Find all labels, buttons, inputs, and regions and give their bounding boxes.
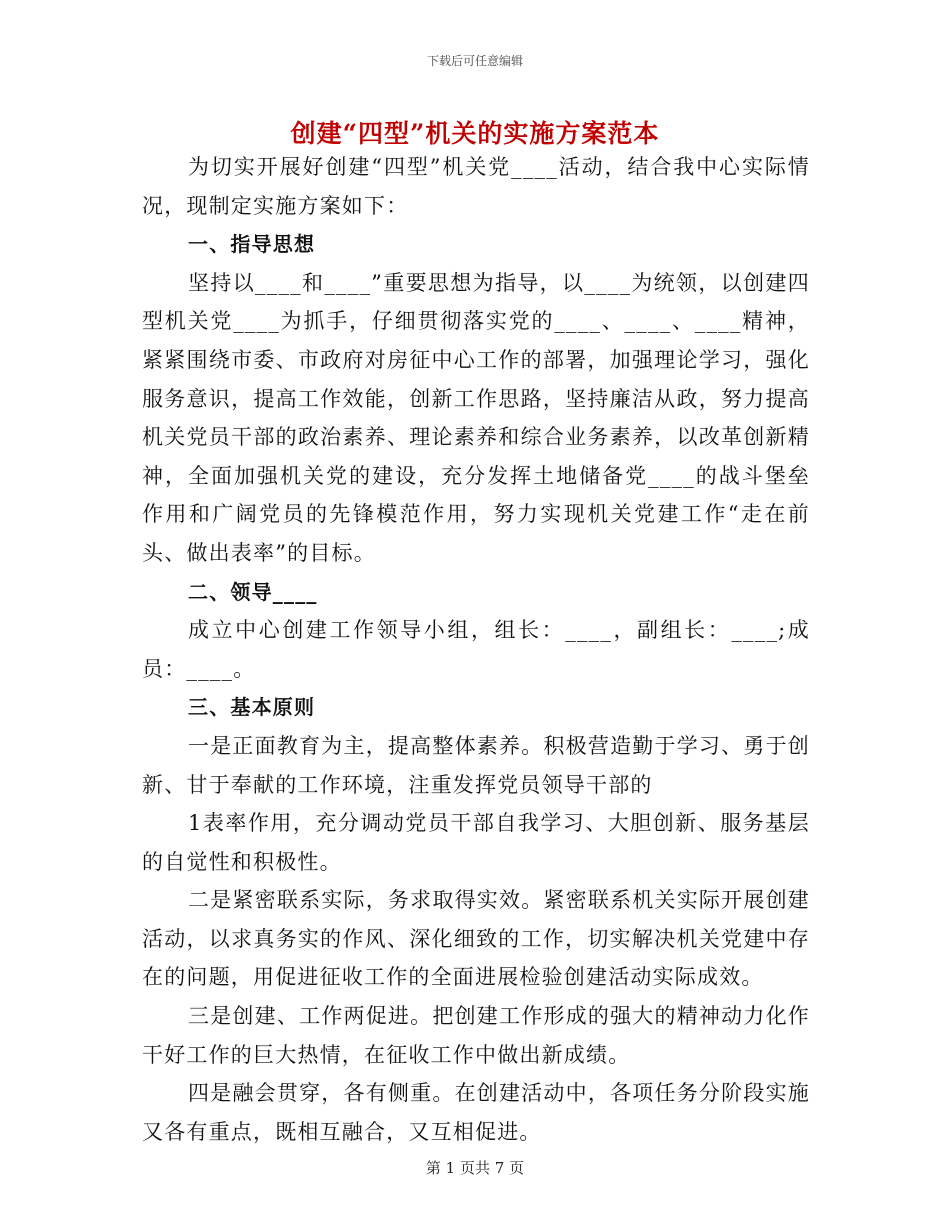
section-heading-principles: 三、基本原则 bbox=[188, 695, 316, 720]
section-heading-leadership: 二、领导____ bbox=[188, 579, 318, 604]
principle-one-continued-paragraph: 1表率作用，充分调动党员干部自我学习、大胆创新、服务基层的自觉性和积极性。 bbox=[142, 811, 810, 874]
principle-four-paragraph: 四是融会贯穿，各有侧重。在创建活动中，各项任务分阶段实施又各有重点，既相互融合，又互相促进。 bbox=[142, 1081, 810, 1144]
document-body bbox=[142, 148, 810, 1151]
principle-three-paragraph: 三是创建、工作两促进。把创建工作形成的强大的精神动力化作干好工作的巨大热情，在征收工作中做出新成绩。 bbox=[142, 1004, 810, 1067]
page-footer: 第 1 页共 7 页 bbox=[425, 1159, 525, 1177]
section-heading-guiding-thought: 一、指导思想 bbox=[188, 232, 316, 257]
intro-paragraph: 为切实开展好创建“四型”机关党____活动，结合我中心实际情况，现制定实施方案如下： bbox=[142, 155, 810, 218]
header-note: 下载后可任意编辑 bbox=[426, 54, 523, 68]
guiding-thought-paragraph: 坚持以____和____”重要思想为指导，以____为统领，以创建四型机关党____为抓手，仔细贯彻落实党的____、____、____精神，紧紧围绕市委、市政府对房征中心工作的部署，加强理论学习，强化服务意识，提高工作效能，创新工作思路，坚持廉洁从政，努力提高机关党员干部的政治素养、理论素养和综合业务素养，以改革创新精神，全面加强机关党的建设，充分发挥土地储备党____的战斗堡垒作用和广阔党员的先锋模范作用，努力实现机关党建工作“走在前头、做出表率”的目标。 bbox=[142, 270, 810, 565]
principle-one-paragraph: 一是正面教育为主，提高整体素养。积极营造勤于学习、勇于创新、甘于奉献的工作环境，注重发挥党员领导干部的 bbox=[142, 733, 810, 797]
principle-two-paragraph: 二是紧密联系实际，务求取得实效。紧密联系机关实际开展创建活动，以求真务实的作风、深化细致的工作，切实解决机关党建中存在的问题，用促进征收工作的全面进展检验创建活动实际成效。 bbox=[142, 888, 810, 990]
document-title: 创建“四型”机关的实施方案范本 bbox=[290, 119, 660, 148]
leadership-paragraph: 成立中心创建工作领导小组，组长：____，副组长：____;成员：____。 bbox=[142, 618, 810, 681]
